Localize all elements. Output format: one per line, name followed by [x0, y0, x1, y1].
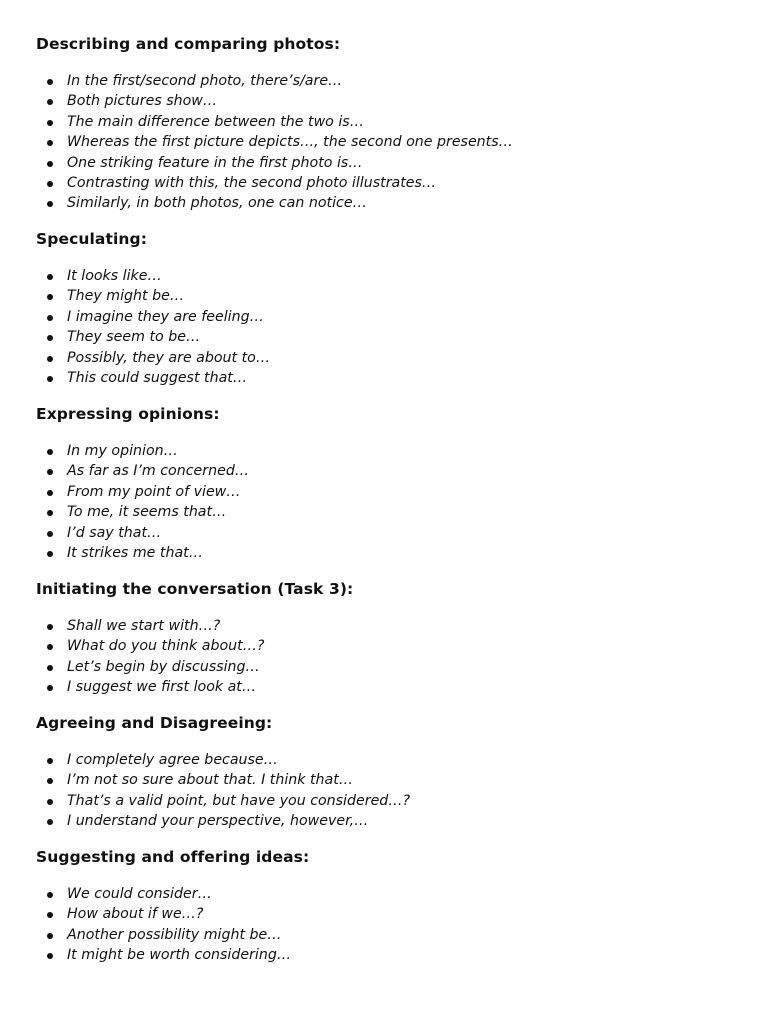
phrase-text: Contrasting with this, the second photo illustrates…: [67, 174, 437, 191]
list-item: [0, 884, 291, 904]
phrase-text: I completely agree because…: [67, 752, 278, 768]
list-item: [0, 112, 513, 132]
list-item: [0, 266, 270, 286]
list-item: [0, 132, 513, 152]
list-item: [0, 153, 513, 173]
list-item: [0, 461, 249, 481]
bullet-icon: [47, 551, 53, 557]
list-item: [0, 543, 249, 563]
bullet-icon: [47, 356, 53, 362]
bullet-icon: [47, 120, 53, 126]
list-item: [0, 523, 249, 543]
bullet-icon: [47, 644, 53, 650]
bullet-icon: [47, 161, 53, 167]
list-item: [0, 193, 513, 213]
phrase-text: One striking feature in the first photo is…: [67, 154, 363, 171]
phrase-text: The main difference between the two is…: [67, 113, 364, 130]
phrase-list: [0, 750, 410, 832]
phrase-text: Let’s begin by discussing…: [67, 658, 260, 675]
bullet-icon: [47, 449, 53, 455]
phrase-list: [0, 441, 249, 563]
phrase-text: To me, it seems that…: [67, 504, 227, 521]
list-item: [0, 368, 270, 388]
list-item: [0, 71, 513, 91]
phrase-text: In the first/second photo, there’s/are…: [67, 73, 343, 89]
phrase-text: It might be worth considering…: [67, 947, 292, 964]
phrase-text: I understand your perspective, however,…: [67, 813, 369, 830]
phrase-text: As far as I’m concerned…: [67, 463, 250, 480]
list-item: [0, 286, 270, 306]
list-item: [0, 904, 291, 924]
bullet-icon: [47, 912, 53, 918]
section-heading: Suggesting and offering ideas:: [36, 848, 310, 866]
phrase-text: Shall we start with…?: [67, 618, 221, 634]
bullet-icon: [47, 140, 53, 146]
bullet-icon: [47, 799, 53, 805]
phrase-text: Whereas the first picture depicts…, the second one presents…: [67, 134, 513, 151]
list-item: [0, 348, 270, 368]
phrase-text: They seem to be…: [67, 329, 201, 346]
list-item: [0, 173, 513, 193]
bullet-icon: [47, 79, 53, 85]
list-item: [0, 945, 291, 965]
list-item: [0, 770, 410, 790]
list-item: [0, 307, 270, 327]
list-item: [0, 677, 264, 697]
bullet-icon: [47, 181, 53, 187]
bullet-icon: [47, 335, 53, 341]
phrase-text: I imagine they are feeling…: [67, 308, 264, 325]
list-item: [0, 91, 513, 111]
list-item: [0, 327, 270, 347]
list-item: [0, 482, 249, 502]
phrase-text: It strikes me that…: [67, 544, 203, 561]
phrase-text: I suggest we first look at…: [67, 679, 257, 696]
phrase-text: This could suggest that…: [67, 369, 248, 386]
bullet-icon: [47, 685, 53, 691]
phrase-text: Another possibility might be…: [67, 926, 282, 943]
phrase-text: From my point of view…: [67, 483, 241, 500]
list-item: [0, 636, 264, 656]
phrase-list: [0, 884, 291, 966]
phrase-text: Similarly, in both photos, one can notice…: [67, 195, 367, 212]
bullet-icon: [47, 274, 53, 280]
phrase-text: They might be…: [67, 288, 185, 305]
bullet-icon: [47, 665, 53, 671]
list-item: [0, 925, 291, 945]
phrase-text: That’s a valid point, but have you considered…?: [67, 792, 411, 809]
list-item: [0, 616, 264, 636]
bullet-icon: [47, 315, 53, 321]
bullet-icon: [47, 201, 53, 207]
list-item: [0, 750, 410, 770]
phrase-list: [0, 616, 264, 698]
list-item: [0, 441, 249, 461]
bullet-icon: [47, 933, 53, 939]
list-item: [0, 502, 249, 522]
phrase-text: I’m not so sure about that. I think that…: [67, 772, 353, 789]
phrase-text: We could consider…: [67, 886, 212, 902]
section-heading: Expressing opinions:: [36, 405, 220, 423]
bullet-icon: [47, 510, 53, 516]
phrase-text: It looks like…: [67, 268, 162, 284]
phrase-list: [0, 266, 270, 388]
bullet-icon: [47, 758, 53, 764]
phrase-text: Possibly, they are about to…: [67, 349, 271, 366]
bullet-icon: [47, 376, 53, 382]
phrase-list: [0, 71, 513, 214]
phrase-text: How about if we…?: [67, 906, 204, 923]
bullet-icon: [47, 953, 53, 959]
section-heading: Describing and comparing photos:: [36, 35, 341, 53]
phrase-text: In my opinion…: [67, 443, 178, 459]
list-item: [0, 657, 264, 677]
list-item: [0, 791, 410, 811]
section-heading: Initiating the conversation (Task 3):: [36, 580, 354, 598]
bullet-icon: [47, 892, 53, 898]
bullet-icon: [47, 819, 53, 825]
phrase-text: I’d say that…: [67, 524, 162, 541]
bullet-icon: [47, 624, 53, 630]
section-heading: Agreeing and Disagreeing:: [36, 714, 273, 732]
phrase-text: What do you think about…?: [67, 638, 265, 655]
phrase-text: Both pictures show…: [67, 93, 218, 110]
list-item: [0, 811, 410, 831]
bullet-icon: [47, 294, 53, 300]
bullet-icon: [47, 531, 53, 537]
bullet-icon: [47, 469, 53, 475]
bullet-icon: [47, 778, 53, 784]
bullet-icon: [47, 99, 53, 105]
section-heading: Speculating:: [36, 230, 148, 248]
bullet-icon: [47, 490, 53, 496]
